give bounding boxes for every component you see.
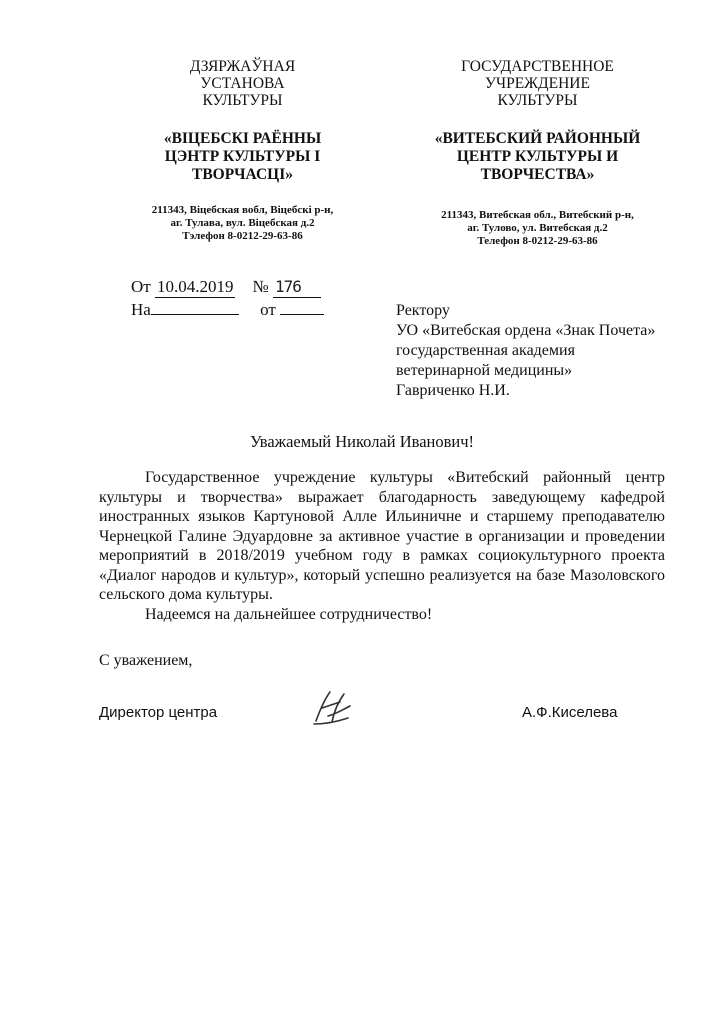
from-label: От <box>131 277 151 296</box>
header-address-line: 211343, Витебская обл., Витебский р-н, <box>441 209 634 221</box>
header-type-line: КУЛЬТУРЫ <box>202 92 283 109</box>
handwritten-signature-icon <box>308 688 354 728</box>
header-type-line: КУЛЬТУРЫ <box>497 92 578 109</box>
addressee-line: государственная академия <box>396 342 575 359</box>
header-russian <box>405 58 670 248</box>
reference-label: На <box>131 300 151 319</box>
letter-body <box>99 468 665 624</box>
letter-number: 176 <box>273 276 321 298</box>
header-address-line: аг. Тулово, ул. Витебская д.2 <box>467 222 608 234</box>
header-address-line: Телефон 8-0212-29-63-86 <box>477 235 598 247</box>
addressee-line: Гавриченко Н.И. <box>396 382 510 399</box>
header-type-line: ГОСУДАРСТВЕННОЕ <box>461 58 614 75</box>
body-paragraph: Государственное учреждение культуры «Витебский районный центр культуры и творчества» выражает благодарность заведующему кафедрой иностранных языков Картуновой Алле Ильиничне и старшему преподавателю Чернецкой Галине Эдуардовне за активное участие в организации и проведении мероприятий в 2018/2019 учебном году в рамках социокультурного проекта «Диалог народов и культур», который успешно реализуется на базе Мазоловского сельского дома культуры. <box>99 469 665 603</box>
header-org-line: ЦЭНТР КУЛЬТУРЫ І <box>164 148 321 165</box>
header-address-line: 211343, Віцебская вобл, Віцебскі р-н, <box>151 204 334 216</box>
addressee-line: УО «Витебская ордена «Знак Почета» <box>396 322 656 339</box>
registration-line-reference <box>131 299 324 320</box>
header-type-line: УЧРЕЖДЕНИЕ <box>485 75 590 92</box>
addressee-line: ветеринарной медицины» <box>396 362 573 379</box>
header-org-line: «ВІЦЕБСКІ РАЁННЫ <box>163 130 322 147</box>
signer-name: А.Ф.Киселева <box>522 704 618 721</box>
reference-number-blank <box>151 299 239 315</box>
header-address-line: Тэлефон 8-0212-29-63-86 <box>182 230 303 242</box>
header-org-line: ТВОРЧЕСТВА» <box>480 166 595 183</box>
header-org-line: «ВИТЕБСКИЙ РАЙОННЫЙ <box>434 130 641 147</box>
header-org-line: ЦЕНТР КУЛЬТУРЫ И <box>456 148 619 165</box>
body-paragraph: Надеемся на дальнейшее сотрудничество! <box>145 605 433 623</box>
salutation: Уважаемый Николай Иванович! <box>249 432 475 451</box>
header-type-line: ДЗЯРЖАЎНАЯ <box>189 58 296 75</box>
reference-date-blank <box>280 299 324 315</box>
addressee-block <box>396 301 655 401</box>
registration-line-outgoing <box>131 276 321 298</box>
signer-role: Директор центра <box>99 704 218 721</box>
header-org-line: ТВОРЧАСЦІ» <box>191 166 294 183</box>
number-label: № <box>252 277 269 296</box>
closing: С уважением, <box>99 652 193 669</box>
header-type-line: УСТАНОВА <box>200 75 285 92</box>
letter-date: 10.04.2019 <box>156 277 234 296</box>
header-belarusian <box>120 58 365 243</box>
addressee-line: Ректору <box>396 302 450 319</box>
reference-from-label: от <box>260 300 276 319</box>
header-address-line: аг. Тулава, вул. Віцебская д.2 <box>170 217 315 229</box>
